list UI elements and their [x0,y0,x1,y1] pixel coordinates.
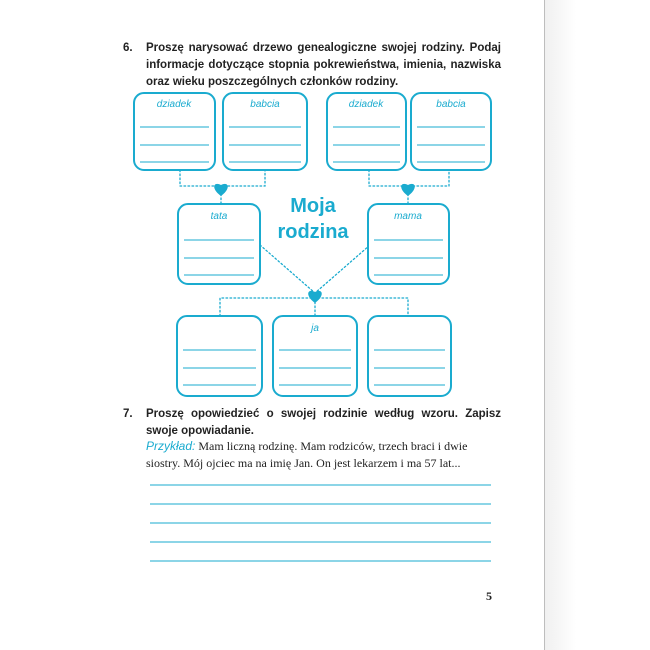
page-number: 5 [486,589,492,603]
task-7-instruction: Proszę opowiedzieć o swojej rodzinie według wzoru. Zapisz swoje opowiadanie. [146,408,501,437]
box-label: tata [210,211,228,222]
tree-title-line2: rodzina [277,221,349,243]
box-label: babcia [250,99,280,110]
example-prefix: Przykład: [146,439,196,453]
box-label: dziadek [348,99,384,110]
task-6-number: 6. [123,42,133,54]
tree-title-line1: Moja [290,195,336,217]
box-label: ja [311,323,319,334]
example-body: Mam liczną rodzinę. Mam rodziców, trzech braci i dwie siostry. Mój ojciec ma na imię Jan. On jest lekarzem i ma 57 lat... [146,439,468,470]
task-7-number: 7. [123,408,133,420]
box-label: mama [394,211,422,222]
box-label: dziadek [156,99,192,110]
box-label: babcia [436,99,466,110]
task-6-instruction: Proszę narysować drzewo genealogiczne swojej rodziny. Podaj informacje dotyczące stopnia pokrewieństwa, imienia, nazwiska oraz wieku poszczególnych członków rodziny. [146,42,501,88]
